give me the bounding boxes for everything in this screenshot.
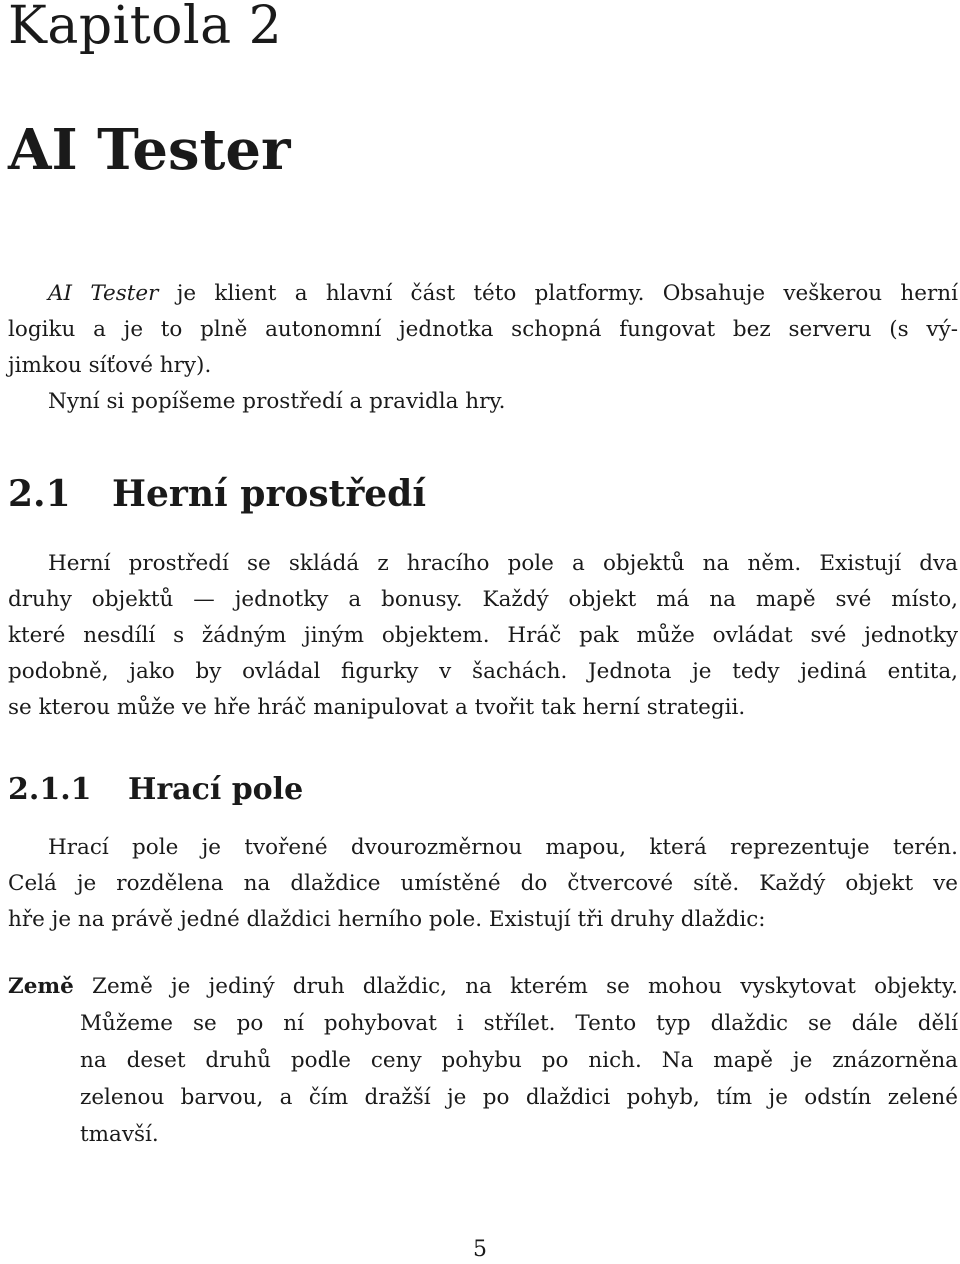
description-line-2: Můžeme se po ní pohybovat i střílet. Tento typ dlaždic se dále dělí: [80, 1011, 958, 1036]
intro-line-1-text: je klient a hlavní část této platformy. Obsahuje veškerou herní: [158, 281, 958, 306]
subsection-paragraph: [8, 830, 958, 938]
subsection-line-1: Hrací pole je tvořené dvourozměrnou mapou, která reprezentuje terén.: [48, 835, 958, 860]
subsection-title: Hrací pole: [128, 772, 304, 807]
section-line-3: které nesdílí s žádným jiným objektem. Hráč pak může ovládat své jednotky: [8, 623, 958, 648]
chapter-label: Kapitola 2: [8, 0, 283, 56]
subsection-heading: [8, 768, 303, 812]
intro-emphasis: AI Tester: [48, 281, 159, 306]
section-heading: [8, 470, 426, 518]
description-line-3: na deset druhů podle ceny pohybu po nich. Na mapě je znázorněna: [80, 1048, 958, 1073]
description-item: [8, 968, 958, 1153]
description-line-5: tmavší.: [80, 1122, 159, 1147]
section-line-1: Herní prostředí se skládá z hracího pole a objektů na něm. Existují dva: [48, 551, 958, 576]
section-line-5: se kterou může ve hře hráč manipulovat a tvořit tak herní strategii.: [8, 695, 746, 720]
section-number: 2.1: [8, 473, 71, 515]
intro-paragraph-2: [8, 384, 958, 420]
description-first-text: Země je jediný druh dlaždic, na kterém se mohou vyskytovat objekty.: [73, 974, 958, 999]
subsection-line-3: hře je na právě jedné dlaždici herního pole. Existují tři druhy dlaždic:: [8, 907, 766, 932]
section-line-4: podobně, jako by ovládal figurky v šachách. Jednota je tedy jediná entita,: [8, 659, 958, 684]
intro-line-1: [8, 276, 958, 312]
description-term: Země: [8, 974, 74, 999]
intro-paragraph: [8, 276, 958, 384]
description-line-4: zelenou barvou, a čím dražší je po dlaždici pohyb, tím je odstín zelené: [80, 1085, 958, 1110]
section-paragraph: [8, 546, 958, 726]
chapter-title: AI Tester: [8, 117, 291, 183]
subsection-number: 2.1.1: [8, 772, 92, 807]
intro-line-3: jimkou síťové hry).: [8, 353, 212, 378]
section-line-2: druhy objektů — jednotky a bonusy. Každý objekt má na mapě své místo,: [8, 587, 958, 612]
subsection-line-2: Celá je rozdělena na dlaždice umístěné do čtvercové sítě. Každý objekt ve: [8, 871, 958, 896]
intro-p2-line-1: Nyní si popíšeme prostředí a pravidla hry.: [48, 389, 506, 414]
description-line-1: [8, 968, 958, 1005]
page-number: 5: [473, 1237, 487, 1262]
intro-line-2: logiku a je to plně autonomní jednotka schopná fungovat bez serveru (s vý-: [8, 317, 958, 342]
section-title: Herní prostředí: [112, 473, 427, 515]
